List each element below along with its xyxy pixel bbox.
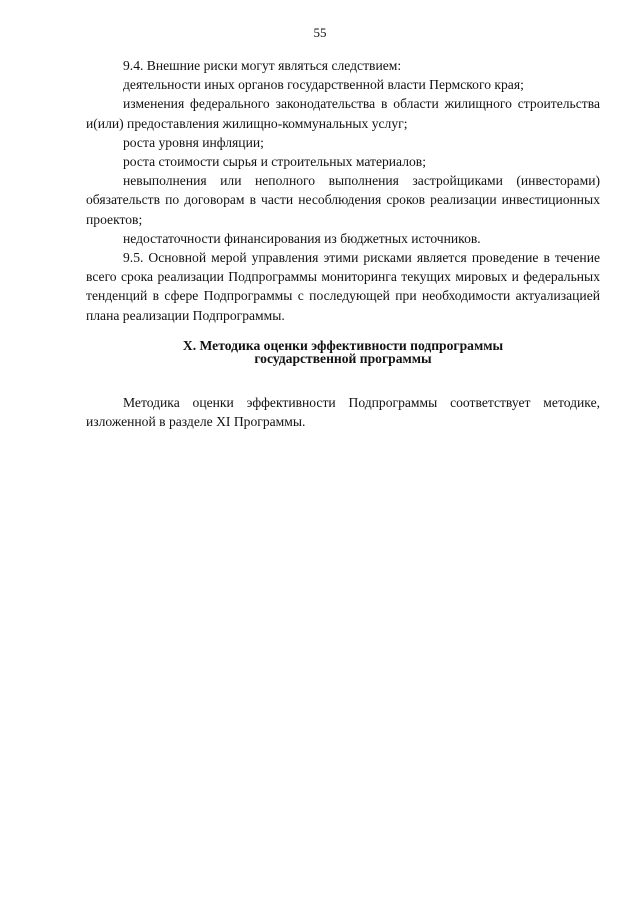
paragraph-9-5: 9.5. Основной мерой управления этими рисками является проведение в течение всего срока реализации Подпрограммы мониторинга текущих мировых и федеральных тенденций в сфере Подпрограммы с последующей при необходимости актуализацией плана реализации Подпрограммы. [86,250,600,323]
risk-item-financing: недостаточности финансирования из бюджетных источников. [123,230,481,246]
section-x-paragraph: Методика оценки эффективности Подпрограммы соответствует методике, изложенной в разделе XI Программы. [86,394,600,430]
section-heading-x [86,339,600,365]
risk-item-materials: роста стоимости сырья и строительных материалов; [123,154,426,170]
risk-item-authorities: деятельности иных органов государственной власти Пермского края; [123,77,524,93]
section-heading-line-1: X. Методика оценки эффективности подпрограммы [182,337,504,353]
risk-item-inflation: роста уровня инфляции; [123,134,264,150]
document-body [86,56,600,431]
section-heading-line-2: государственной программы [254,350,432,366]
risk-item-developers: невыполнения или неполного выполнения застройщиками (инвесторами) обязательств по договорам в части несоблюдения сроков реализации инвестиционных проектов; [86,173,600,227]
page-number: 55 [313,25,327,40]
risk-item-legislation: изменения федерального законодательства в области жилищного строительства и(или) предоставления жилищно-коммунальных услуг; [86,96,600,131]
paragraph-9-4: 9.4. Внешние риски могут являться следствием: [123,58,402,73]
